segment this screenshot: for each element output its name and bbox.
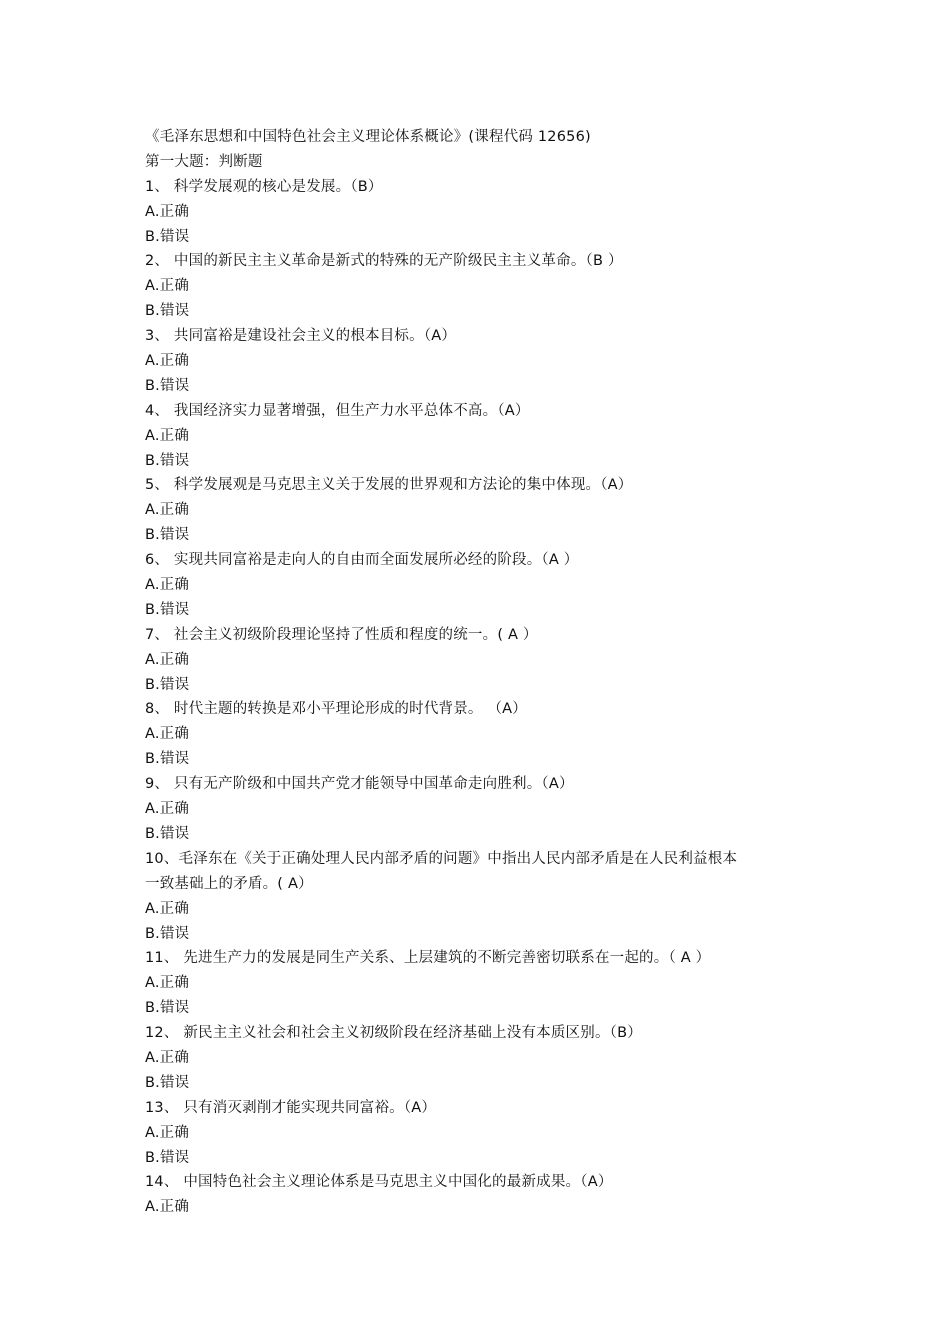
document-title: 《毛泽东思想和中国特色社会主义理论体系概论》(课程代码 12656) <box>145 129 591 145</box>
option-b: B.错误 <box>145 452 190 469</box>
section-heading: 第一大题：判断题 <box>145 153 263 170</box>
question-6: 6、 实现共同富裕是走向人的自由而全面发展所必经的阶段。（A ） <box>145 552 579 569</box>
option-b: B.错误 <box>145 377 190 394</box>
option-a: A.正确 <box>145 801 190 818</box>
question-7: 7、 社会主义初级阶段理论坚持了性质和程度的统一。( A ） <box>145 626 538 643</box>
option-b: B.错误 <box>145 527 190 544</box>
question-13: 13、 只有消灭剥削才能实现共同富裕。（A） <box>145 1099 437 1116</box>
option-b: B.错误 <box>145 676 190 693</box>
option-b: B.错误 <box>145 303 190 320</box>
question-11: 11、 先进生产力的发展是同生产关系、上层建筑的不断完善密切联系在一起的。（ A ） <box>145 950 711 967</box>
option-a: A.正确 <box>145 353 190 370</box>
option-b: B.错误 <box>145 925 190 942</box>
question-4: 4、 我国经济实力显著增强，但生产力水平总体不高。（A） <box>145 402 530 419</box>
document-page <box>145 125 825 1220</box>
question-12: 12、 新民主主义社会和社会主义初级阶段在经济基础上没有本质区别。（B） <box>145 1025 642 1042</box>
option-b: B.错误 <box>145 1074 190 1091</box>
question-3: 3、 共同富裕是建设社会主义的根本目标。（A） <box>145 328 457 345</box>
option-b: B.错误 <box>145 1000 190 1017</box>
option-a: A.正确 <box>145 577 190 594</box>
question-9: 9、 只有无产阶级和中国共产党才能领导中国革命走向胜利。（A） <box>145 776 574 793</box>
question-1: 1、 科学发展观的核心是发展。（B） <box>145 178 383 195</box>
question-8: 8、 时代主题的转换是邓小平理论形成的时代背景。 （A） <box>145 701 527 718</box>
option-a: A.正确 <box>145 726 190 743</box>
option-a: A.正确 <box>145 203 190 220</box>
option-a: A.正确 <box>145 427 190 444</box>
option-b: B.错误 <box>145 825 190 842</box>
option-a: A.正确 <box>145 1124 190 1141</box>
option-b: B.错误 <box>145 1149 190 1166</box>
option-a: A.正确 <box>145 1049 190 1066</box>
question-14: 14、 中国特色社会主义理论体系是马克思主义中国化的最新成果。（A） <box>145 1174 613 1191</box>
option-a: A.正确 <box>145 502 190 519</box>
option-a: A.正确 <box>145 278 190 295</box>
option-a: A.正确 <box>145 651 190 668</box>
question-10-continuation: 一致基础上的矛盾。( A） <box>145 875 313 892</box>
option-b: B.错误 <box>145 751 190 768</box>
option-b: B.错误 <box>145 601 190 618</box>
question-10: 10、毛泽东在《关于正确处理人民内部矛盾的问题》中指出人民内部矛盾是在人民利益根本 <box>145 850 738 867</box>
option-a: A.正确 <box>145 975 190 992</box>
option-b: B.错误 <box>145 228 190 245</box>
option-a: A.正确 <box>145 900 190 917</box>
question-5: 5、 科学发展观是马克思主义关于发展的世界观和方法论的集中体现。（A） <box>145 477 633 494</box>
option-a: A.正确 <box>145 1199 190 1216</box>
question-2: 2、 中国的新民主主义革命是新式的特殊的无产阶级民主主义革命。（B ） <box>145 253 623 270</box>
